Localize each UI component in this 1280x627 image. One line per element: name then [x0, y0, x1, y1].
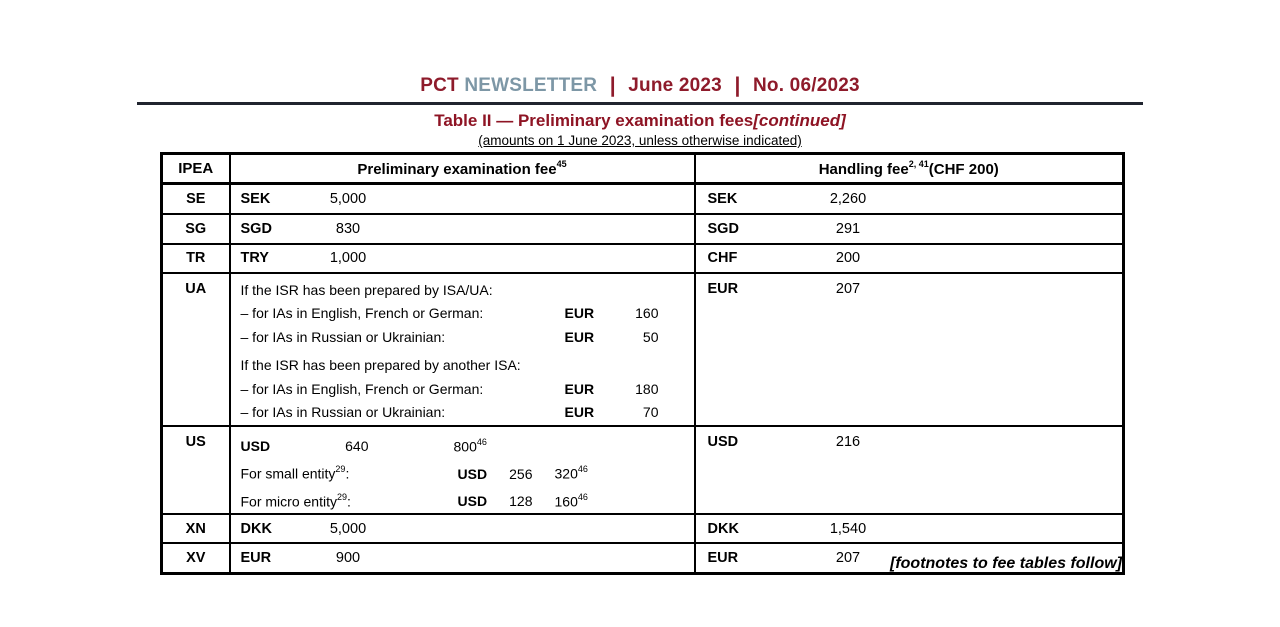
fee-amount: 5,000: [329, 520, 367, 537]
col-header-handling-fee: [695, 154, 1124, 184]
fee-currency: USD: [240, 438, 271, 455]
handling-fee-cell: [695, 244, 1124, 273]
fee-currency: USD: [457, 493, 488, 510]
masthead-separator: |: [734, 74, 741, 97]
entity-label-colon: :: [345, 465, 350, 482]
fee-currency: SEK: [240, 190, 271, 207]
entity-label-text: For small entity: [240, 465, 336, 482]
handling-fee-cell: [695, 273, 1124, 426]
fee-detail-line: [241, 378, 694, 402]
fee-amount: 128: [509, 493, 533, 510]
page-subtitle: [0, 133, 1280, 148]
handling-currency: DKK: [707, 520, 739, 537]
ipea-code: SG: [162, 214, 230, 244]
handling-currency: USD: [707, 433, 739, 450]
fee-amount: 70: [642, 404, 659, 420]
handling-fee-cell: [695, 214, 1124, 244]
fee-footnote-ref: 46: [577, 464, 588, 475]
fee-amount: 830: [335, 220, 361, 237]
fee-amount: 900: [335, 550, 361, 567]
fee-condition-line: [241, 279, 694, 303]
table-row-se: [162, 184, 1124, 214]
masthead: [0, 74, 1280, 98]
fee-currency: TRY: [240, 250, 269, 266]
entity-label: [241, 486, 458, 514]
fee-amount: 180: [635, 380, 659, 397]
col-header-handling-label: Handling fee: [818, 160, 909, 178]
entity-footnote-ref: 29: [335, 464, 346, 475]
page-title: [0, 111, 1280, 131]
prelim-fee-cell: [230, 214, 695, 244]
fee-detail-text: – for IAs in English, French or German:: [240, 305, 484, 321]
col-header-prelim-fee: [230, 154, 695, 184]
handling-amount: 207: [835, 280, 861, 297]
fee-amount-alt-value: 160: [554, 493, 578, 510]
handling-currency: EUR: [707, 280, 739, 297]
handling-currency: SEK: [707, 190, 738, 207]
handling-amount: 2,260: [829, 190, 867, 207]
masthead-separator: |: [609, 74, 616, 97]
header-divider-rule: [137, 102, 1143, 105]
ipea-code: UA: [162, 273, 230, 426]
fee-currency: DKK: [240, 520, 272, 537]
handling-fee-cell: [695, 514, 1124, 543]
fee-condition-text: If the ISR has been prepared by ISA/UA:: [240, 281, 493, 298]
issue-number: No. 06/2023: [753, 75, 860, 96]
fee-amount: 50: [642, 328, 659, 345]
fee-detail-line: [241, 326, 694, 350]
handling-fee-cell: [695, 426, 1124, 515]
fee-currency: EUR: [564, 380, 595, 397]
fee-detail-text: – for IAs in Russian or Ukrainian:: [240, 328, 446, 345]
entity-label-text: For micro entity: [240, 493, 337, 510]
handling-amount: 1,540: [829, 520, 867, 537]
table-row-xn: [162, 514, 1124, 543]
table-row-tr: [162, 244, 1124, 273]
entity-footnote-ref: 29: [336, 491, 347, 502]
fee-amount: 256: [509, 465, 533, 482]
prelim-fee-cell: [230, 514, 695, 543]
fee-amount: 160: [635, 305, 659, 321]
fee-currency: USD: [457, 465, 488, 482]
issue-date: June 2023: [628, 75, 722, 96]
table-row-us: [162, 426, 1124, 515]
ipea-code: TR: [162, 244, 230, 273]
ipea-code: SE: [162, 184, 230, 214]
handling-fee-cell: [695, 184, 1124, 214]
prelim-footnote-ref: 45: [556, 158, 567, 169]
fee-amount-alt: [454, 431, 487, 459]
entity-label-colon: :: [346, 493, 351, 510]
prelim-fee-cell: [230, 244, 695, 273]
handling-chf-note: (CHF 200): [928, 160, 999, 178]
fees-table: [160, 152, 1125, 575]
fee-currency: EUR: [564, 328, 595, 345]
fee-detail-text: – for IAs in English, French or German:: [240, 380, 484, 397]
handling-currency: CHF: [707, 250, 738, 266]
fee-detail-line: [241, 458, 694, 486]
handling-amount: 291: [835, 220, 861, 237]
fee-detail-line: [241, 431, 694, 459]
fee-currency: EUR: [564, 305, 595, 321]
handling-amount: 207: [835, 550, 861, 567]
ipea-code: XV: [162, 543, 230, 573]
fee-currency: SGD: [240, 220, 272, 237]
page-title-continued: [continued]: [753, 111, 846, 130]
handling-currency: SGD: [707, 220, 739, 237]
ipea-code: US: [162, 426, 230, 515]
col-header-ipea: [162, 154, 230, 184]
fee-amount: 5,000: [329, 190, 367, 207]
handling-footnote-ref: 2, 41: [908, 158, 929, 169]
prelim-fee-cell: [230, 273, 695, 426]
fee-currency: EUR: [564, 404, 595, 420]
table-row-ua: [162, 273, 1124, 426]
col-header-ipea-label: IPEA: [178, 160, 214, 177]
fee-detail-text: – for IAs in Russian or Ukrainian:: [240, 404, 446, 420]
table-header-row: [162, 154, 1124, 184]
pct-brand-text: PCT: [420, 75, 459, 96]
fee-condition-line: [241, 354, 694, 378]
handling-currency: EUR: [707, 550, 739, 567]
fee-footnote-ref: 46: [476, 436, 487, 447]
fee-footnote-ref: 46: [577, 491, 588, 502]
fee-amount-alt-value: 320: [554, 465, 578, 482]
fee-detail-line: [241, 486, 694, 514]
fee-detail-line: [241, 302, 694, 326]
table-row-sg: [162, 214, 1124, 244]
fee-detail-line: [241, 401, 694, 425]
fee-amount-alt-value: 800: [453, 438, 477, 455]
ipea-code: XN: [162, 514, 230, 543]
page-title-text: Table II — Preliminary examination fees: [434, 111, 754, 130]
fee-amount: 640: [345, 438, 369, 455]
entity-label: [241, 458, 458, 486]
handling-amount: 200: [835, 250, 861, 266]
fee-amount: 1,000: [329, 250, 367, 266]
page-subtitle-text: (amounts on 1 June 2023, unless otherwise indicated): [478, 133, 802, 148]
fee-condition-text: If the ISR has been prepared by another ISA:: [240, 357, 521, 373]
prelim-fee-cell: [230, 184, 695, 214]
fee-amount-alt: [555, 458, 588, 486]
col-header-prelim-label: Preliminary examination fee: [357, 160, 557, 178]
handling-amount: 216: [835, 433, 861, 450]
prelim-fee-cell: [230, 426, 695, 515]
newsletter-brand-text: NEWSLETTER: [464, 75, 598, 96]
fee-currency: EUR: [240, 550, 272, 567]
footnotes-notice: [footnotes to fee tables follow]: [890, 555, 1122, 572]
fee-amount-alt: [555, 486, 588, 514]
